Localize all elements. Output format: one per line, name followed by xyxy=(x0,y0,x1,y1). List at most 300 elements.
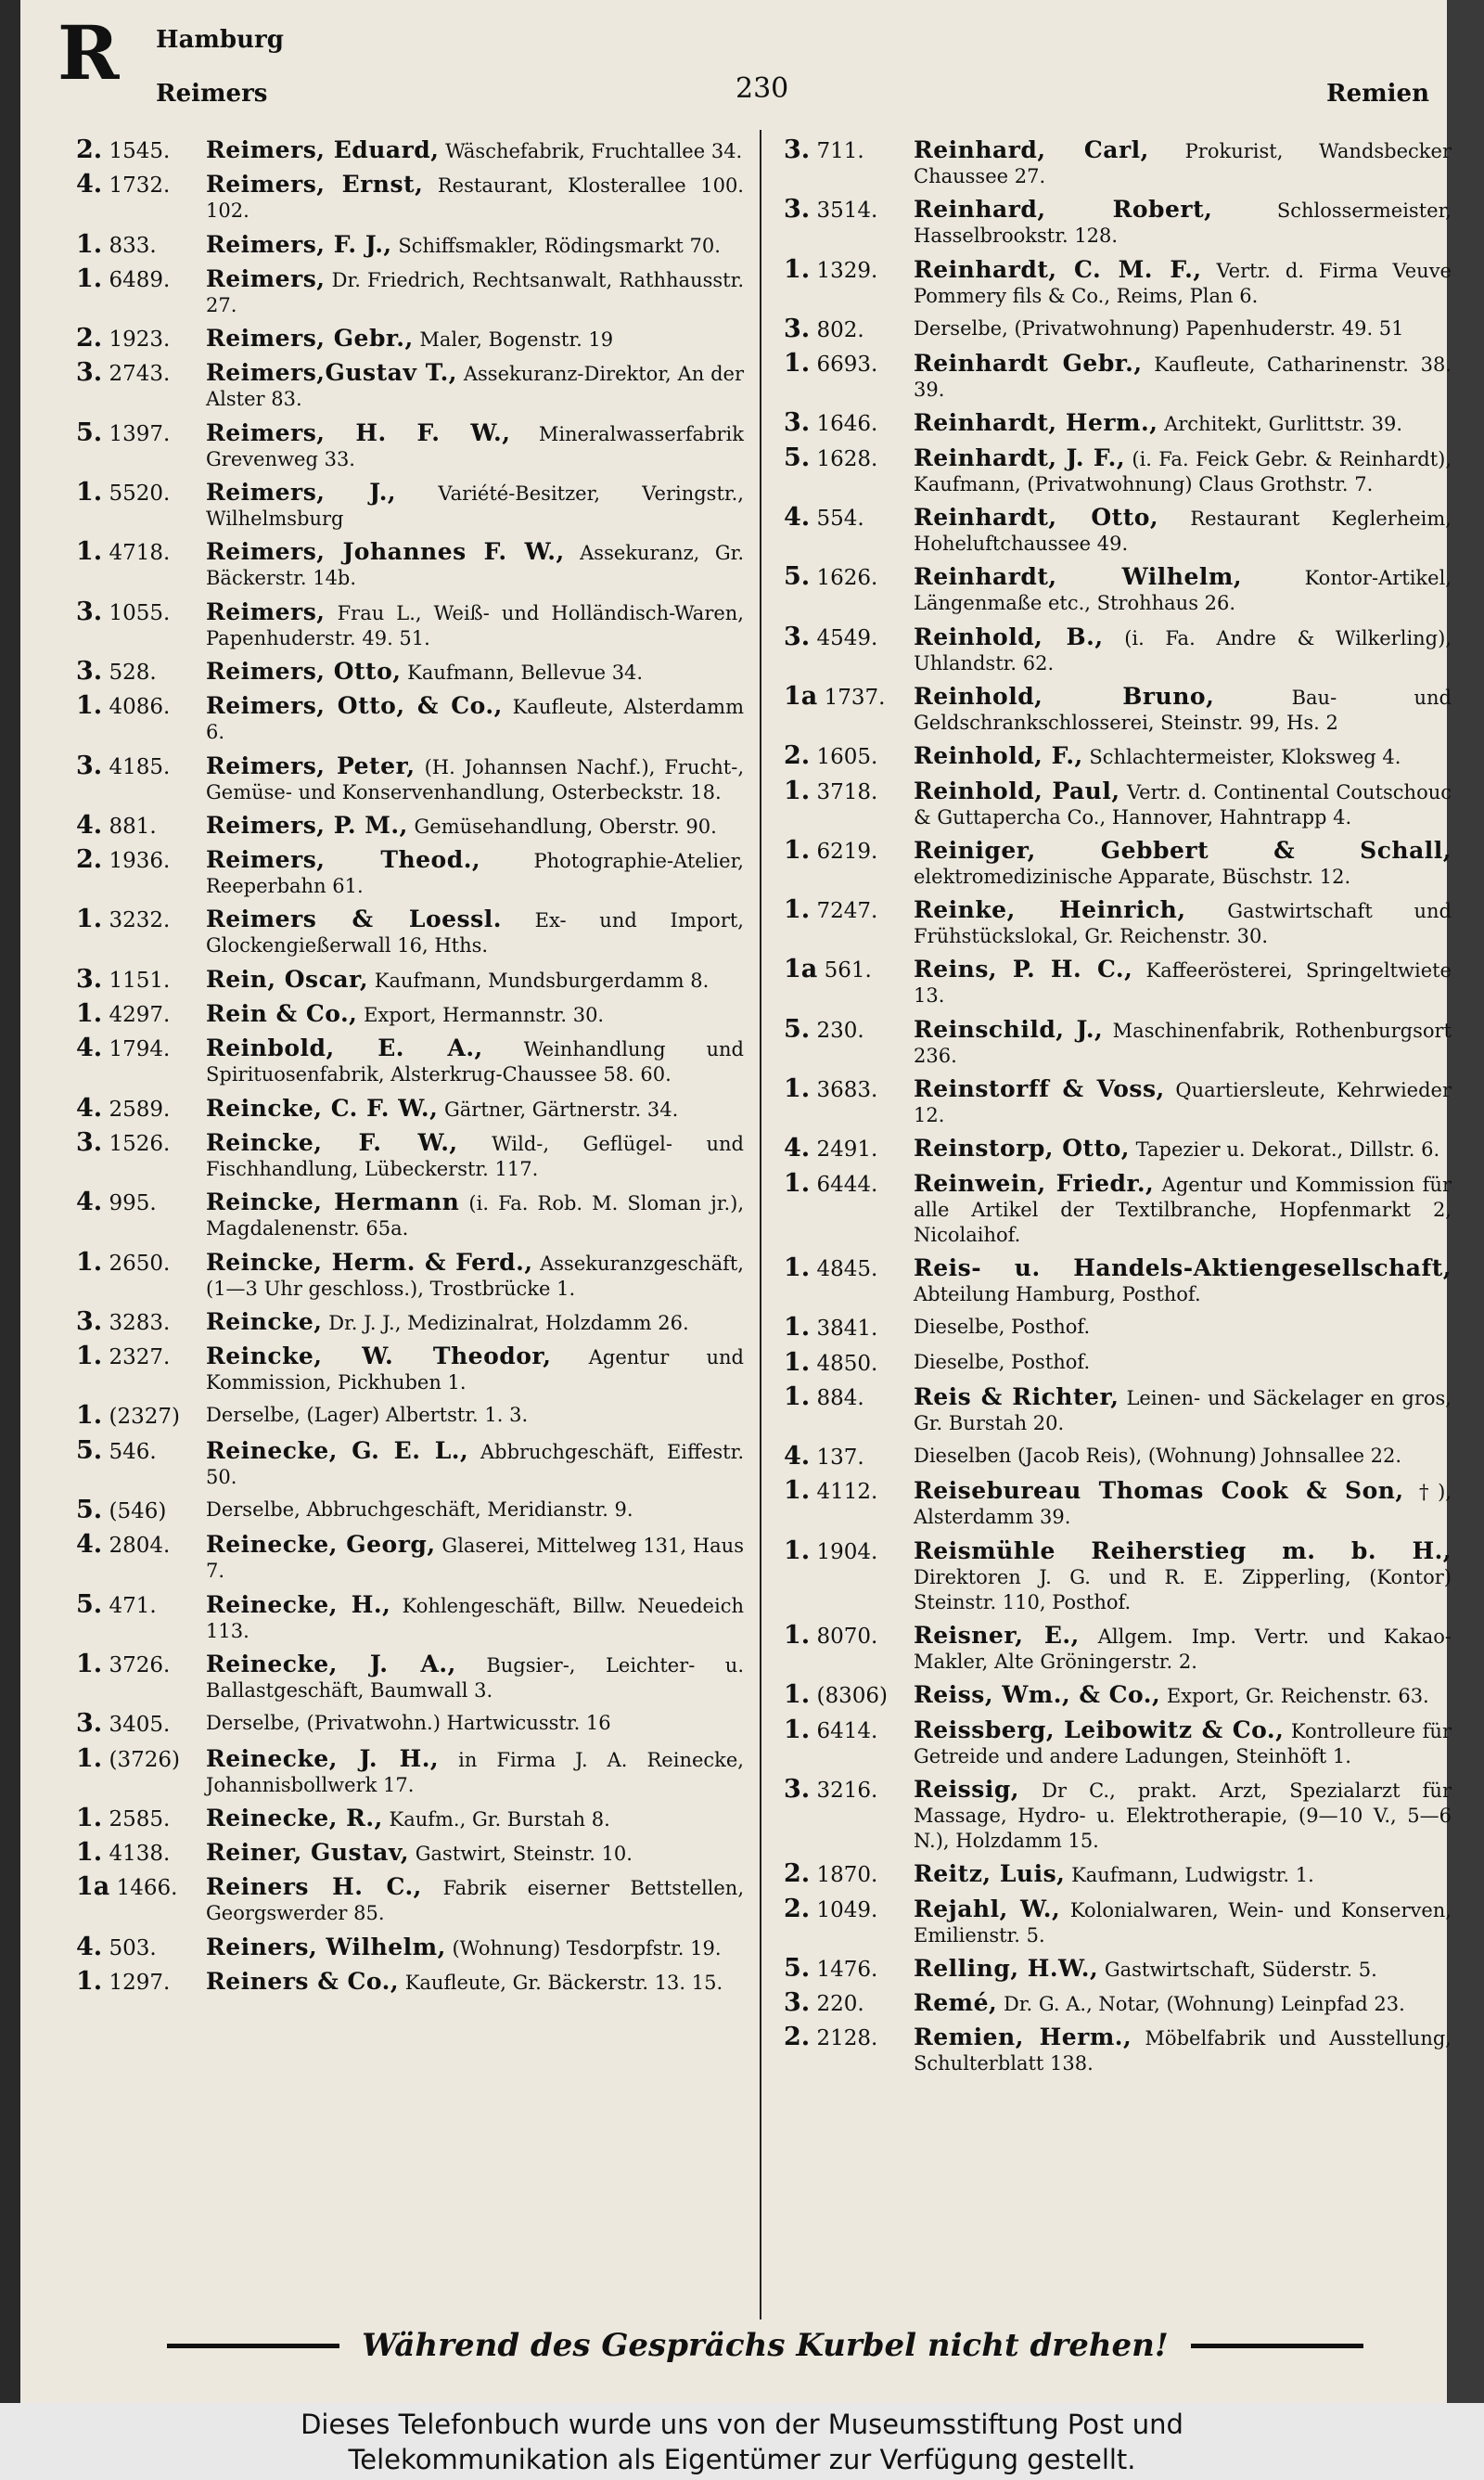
page-number: 230 xyxy=(736,72,789,105)
phone-number: 3216. xyxy=(816,1778,878,1803)
exchange-prefix: 5. xyxy=(784,562,811,592)
exchange-prefix: 1. xyxy=(784,1715,811,1744)
subscriber-detail: Export, Gr. Reichenstr. 63. xyxy=(1166,1685,1429,1708)
entry-text xyxy=(914,684,1452,736)
phone-number: 4845. xyxy=(816,1256,878,1281)
exchange-prefix: 3. xyxy=(76,1306,103,1336)
exchange-prefix: 5. xyxy=(76,1435,103,1465)
subscriber-detail: Bugsier-, Leichter- u. Ballastgeschäft, Baumwall 3. xyxy=(206,1653,744,1702)
entry-number-cell xyxy=(784,1255,914,1307)
exchange-prefix: 1. xyxy=(784,835,811,865)
entry-text xyxy=(206,232,744,259)
subscriber-detail: (i. Fa. Andre & Wilkerling), Uhlandstr. 62. xyxy=(914,626,1452,675)
entry-text xyxy=(914,1076,1452,1128)
subscriber-detail: elektromedizinische Apparate, Büschstr. 12. xyxy=(914,865,1351,888)
entry-text xyxy=(206,266,744,318)
entry-number-cell xyxy=(784,137,914,189)
subscriber-detail: Kaffeerösterei, Springeltwiete 13. xyxy=(914,959,1452,1008)
subscriber-detail: Derselbe, (Privatwohnung) Papenhuderstr. 49. 51 xyxy=(914,316,1404,340)
entry-text xyxy=(206,847,744,899)
subscriber-detail: Photographie-Atelier, Reeperbahn 61. xyxy=(206,850,744,898)
exchange-prefix: 1. xyxy=(784,1074,811,1104)
entry-text xyxy=(206,693,744,745)
phone-number: 802. xyxy=(816,317,864,342)
credit-line-1: Dieses Telefonbuch wurde uns von der Museumsstiftung Post und xyxy=(301,2409,1183,2440)
exchange-prefix: 1. xyxy=(76,478,103,508)
subscriber-detail: Frau L., Weiß- und Holländisch-Waren, Papenhuderstr. 49. 51. xyxy=(206,601,744,649)
exchange-prefix: 3. xyxy=(76,964,103,994)
phone-number: 1737. xyxy=(824,685,886,710)
entry-text xyxy=(206,480,744,532)
exchange-prefix: 2. xyxy=(784,1894,811,1923)
entry-text xyxy=(206,1130,744,1182)
exchange-prefix: 3. xyxy=(76,751,103,780)
listing-entry xyxy=(76,420,744,472)
entry-number-cell xyxy=(76,1435,206,1490)
listing-entry xyxy=(784,1774,1452,1854)
subscriber-detail: Agentur und Kommission, Pickhuben 1. xyxy=(206,1346,745,1394)
entry-text xyxy=(206,1001,744,1028)
phone-number: 1545. xyxy=(109,139,171,163)
entry-text xyxy=(914,445,1452,497)
entry-number-cell xyxy=(784,316,914,343)
entry-number-cell xyxy=(784,1623,914,1675)
exchange-prefix: 1a xyxy=(76,1872,110,1902)
phone-number: 2491. xyxy=(816,1137,878,1163)
listing-entry xyxy=(76,1589,744,1644)
entry-text xyxy=(206,1343,744,1395)
entry-number-cell xyxy=(76,360,206,412)
subscriber-detail: Kaufm., Gr. Burstah 8. xyxy=(389,1807,610,1831)
subscriber-detail: Assekuranz-Direktor, An der Alster 83. xyxy=(206,363,744,411)
listing-entry xyxy=(76,1651,744,1703)
entry-number-cell xyxy=(784,254,914,309)
phone-number: 1605. xyxy=(816,745,878,770)
exchange-prefix: 1. xyxy=(76,1401,103,1431)
exchange-prefix: 2. xyxy=(784,741,811,771)
entry-number-cell xyxy=(784,1774,914,1854)
listing-entry xyxy=(784,1896,1452,1948)
exchange-prefix: 3. xyxy=(76,1709,103,1739)
listing-entry xyxy=(784,564,1452,616)
exchange-prefix: 1. xyxy=(784,1253,811,1282)
entry-text xyxy=(914,410,1452,437)
listing-entry xyxy=(784,1381,1452,1436)
phone-number: 561. xyxy=(824,958,872,983)
entry-number-cell xyxy=(784,1014,914,1069)
phone-number: 6489. xyxy=(109,267,171,292)
entry-number-cell xyxy=(784,1381,914,1436)
entry-text xyxy=(206,906,744,958)
listing-entry xyxy=(76,1497,744,1524)
exchange-prefix: 1. xyxy=(76,537,103,567)
entry-text xyxy=(206,1250,744,1302)
entry-number-cell xyxy=(784,1478,914,1530)
entry-text xyxy=(206,360,744,412)
listing-entry xyxy=(76,906,744,958)
subscriber-detail: Agentur und Kommission für alle Artikel der Textilbranche, Hopfenmarkt 2, Nicolaihof. xyxy=(914,1173,1452,1246)
exchange-prefix: 3. xyxy=(784,1774,811,1804)
subscriber-name: Reis & Richter, xyxy=(914,1382,1119,1410)
phone-number: 4112. xyxy=(816,1480,878,1505)
entry-number-cell xyxy=(784,957,914,1009)
subscriber-detail: Restaurant Keglerheim, Hoheluftchaussee 49. xyxy=(914,508,1452,556)
entry-number-cell xyxy=(76,847,206,899)
subscriber-detail: Maler, Bogenstr. 19 xyxy=(419,328,614,352)
entry-number-cell xyxy=(76,1093,206,1123)
entry-number-cell xyxy=(76,1532,206,1584)
section-letter: R xyxy=(58,9,120,96)
entry-number-cell xyxy=(784,410,914,437)
entry-text xyxy=(206,137,744,164)
entry-number-cell xyxy=(784,1444,914,1471)
subscriber-name: Reinke, Heinrich, xyxy=(914,896,1186,924)
phone-number: 3514. xyxy=(816,199,878,224)
listing-entry xyxy=(784,137,1452,189)
listing-entry xyxy=(784,1255,1452,1307)
subscriber-name: Reinecke, J. H., xyxy=(206,1744,440,1772)
listing-entry xyxy=(784,897,1452,949)
subscriber-name: Reinhold, F., xyxy=(914,742,1083,770)
listing-entry xyxy=(76,360,744,412)
listing-entry xyxy=(76,229,744,259)
exchange-prefix: 1a xyxy=(784,681,818,711)
exchange-prefix: 3. xyxy=(76,358,103,388)
entry-text xyxy=(206,326,744,353)
exchange-prefix: 1. xyxy=(76,1247,103,1277)
listing-entry xyxy=(784,1478,1452,1530)
entry-number-cell xyxy=(784,624,914,676)
subscriber-detail: Wild-, Geflügel- und Fischhandlung, Lübeckerstr. 117. xyxy=(206,1132,744,1180)
entry-text xyxy=(206,1532,744,1584)
phone-number: 1732. xyxy=(109,173,171,199)
listing-entry xyxy=(76,1532,744,1584)
subscriber-name: Reincke, C. F. W., xyxy=(206,1094,439,1122)
credit-notice xyxy=(0,2403,1484,2480)
entry-number-cell xyxy=(784,743,914,770)
listing-entry xyxy=(784,1444,1452,1471)
listing-entry xyxy=(784,1136,1452,1163)
listing-entry xyxy=(76,539,744,591)
subscriber-detail: Direktoren J. G. und R. E. Zipperling, (Kontor) Steinstr. 110, Posthof. xyxy=(914,1565,1452,1613)
subscriber-name: Reinecke, H., xyxy=(206,1590,391,1618)
subscriber-name: Reimers, J., xyxy=(206,479,397,507)
subscriber-name: Reinhardt Gebr., xyxy=(914,350,1143,378)
subscriber-name: Reimers, Gebr., xyxy=(206,325,414,353)
phone-number: 8070. xyxy=(816,1625,878,1650)
entry-number-cell xyxy=(784,1168,914,1248)
entry-number-cell xyxy=(76,1001,206,1028)
subscriber-name: Reimers, Eduard, xyxy=(206,136,440,163)
listing-entry xyxy=(784,410,1452,437)
entry-text xyxy=(206,172,744,224)
entry-number-cell xyxy=(784,1315,914,1342)
phone-number: 4718. xyxy=(109,541,171,566)
listing-entry xyxy=(784,778,1452,830)
subscriber-name: Reimers & Loessl. xyxy=(206,906,502,933)
listing-entry xyxy=(784,1538,1452,1615)
phone-number: 220. xyxy=(816,1992,864,2017)
entry-number-cell xyxy=(76,1743,206,1798)
entry-text xyxy=(914,1017,1452,1069)
phone-number: 1936. xyxy=(109,849,171,874)
exchange-prefix: 1. xyxy=(784,1313,811,1343)
subscriber-name: Reinstorp, Otto, xyxy=(914,1135,1130,1163)
listing-entry xyxy=(76,1874,744,1926)
entry-text xyxy=(914,1538,1452,1615)
entry-text xyxy=(206,813,744,840)
entry-text xyxy=(914,1990,1452,2017)
exchange-prefix: 2. xyxy=(76,845,103,875)
phone-number: 4086. xyxy=(109,695,171,720)
subscriber-detail: Mineralwasserfabrik Grevenweg 33. xyxy=(206,422,744,470)
listing-entry xyxy=(76,1966,744,1996)
subscriber-detail: Prokurist, Wandsbecker Chaussee 27. xyxy=(914,140,1452,187)
phone-number: 2804. xyxy=(109,1534,171,1559)
entry-number-cell xyxy=(76,1127,206,1182)
phone-number: 1904. xyxy=(816,1539,878,1564)
listing-entry xyxy=(784,1168,1452,1248)
subscriber-detail: Dr. Friedrich, Rechtsanwalt, Rathhausstr. 27. xyxy=(206,268,744,316)
phone-number: 503. xyxy=(109,1935,157,1960)
listing-entry xyxy=(784,351,1452,403)
phone-number: 711. xyxy=(816,139,864,163)
entry-number-cell xyxy=(784,1136,914,1163)
phone-number: 3405. xyxy=(109,1713,171,1738)
entry-text xyxy=(206,1874,744,1926)
entry-number-cell xyxy=(76,1651,206,1703)
listing-entry xyxy=(784,1347,1452,1377)
entry-number-cell xyxy=(76,1805,206,1832)
subscriber-detail: Ex- und Import, Glockengießerwall 16, Hths. xyxy=(206,909,744,957)
exchange-prefix: 4. xyxy=(76,1093,103,1123)
exchange-prefix: 1. xyxy=(784,895,811,925)
subscriber-name: Reisebureau Thomas Cook & Son, xyxy=(914,1477,1404,1505)
listing-entry xyxy=(76,1743,744,1798)
exchange-prefix: 4. xyxy=(76,1034,103,1063)
phone-number: 2589. xyxy=(109,1097,171,1122)
page-left-edge xyxy=(0,0,20,2403)
phone-number: 528. xyxy=(109,660,157,685)
entry-number-cell xyxy=(76,599,206,651)
phone-number: 546. xyxy=(109,1439,157,1464)
subscriber-name: Reimers, xyxy=(206,598,326,625)
subscriber-name: Reinhardt, Wilhelm, xyxy=(914,563,1243,591)
phone-number: (2327) xyxy=(109,1405,180,1430)
entry-text xyxy=(914,1444,1452,1471)
exchange-prefix: 1. xyxy=(76,1649,103,1678)
phone-number: 6219. xyxy=(816,839,878,864)
entry-number-cell xyxy=(76,1966,206,1996)
entry-number-cell xyxy=(76,1403,206,1430)
subscriber-detail: Schiffsmakler, Rödingsmarkt 70. xyxy=(398,234,721,257)
phone-number: 137. xyxy=(816,1446,864,1471)
listing-entry xyxy=(76,1840,744,1867)
phone-number: 4850. xyxy=(816,1351,878,1376)
subscriber-detail: Kolonialwaren, Wein- und Konserven, Emilienstr. 5. xyxy=(914,1898,1452,1947)
listing-entry xyxy=(784,1990,1452,2017)
subscriber-name: Reinstorff & Voss, xyxy=(914,1075,1165,1103)
exchange-prefix: 1. xyxy=(784,349,811,379)
entry-text xyxy=(206,1189,744,1241)
listing-entry xyxy=(784,1953,1452,1983)
subscriber-name: Reimers, Otto, xyxy=(206,657,402,685)
entry-number-cell xyxy=(784,564,914,616)
entry-text xyxy=(914,743,1452,770)
listing-entry xyxy=(76,1934,744,1961)
entry-text xyxy=(914,1682,1452,1709)
subscriber-detail: Leinen- und Säckelager en gros, Gr. Burstah 20. xyxy=(914,1386,1452,1434)
entry-text xyxy=(914,778,1452,830)
phone-number: 833. xyxy=(109,233,157,258)
subscriber-detail: (Wohnung) Tesdorpfstr. 19. xyxy=(452,1936,722,1960)
exchange-prefix: 1. xyxy=(784,254,811,284)
subscriber-name: Reimers, xyxy=(206,264,326,292)
listing-entry xyxy=(784,197,1452,249)
exchange-prefix: 5. xyxy=(784,1953,811,1983)
listing-entry xyxy=(784,1717,1452,1769)
phone-number: 1466. xyxy=(116,1876,178,1901)
listing-entry xyxy=(76,847,744,899)
exchange-prefix: 1. xyxy=(784,1168,811,1198)
subscriber-name: Reinhard, Carl, xyxy=(914,136,1149,163)
column-divider xyxy=(760,130,761,2319)
subscriber-name: Reiners & Co., xyxy=(206,1967,400,1995)
entry-number-cell xyxy=(784,778,914,830)
phone-number: 5520. xyxy=(109,482,171,507)
exchange-prefix: 1a xyxy=(784,955,818,984)
subscriber-name: Reinecke, G. E. L., xyxy=(206,1436,469,1464)
subscriber-detail: Kontrolleure für Getreide und andere Ladungen, Steinhöft 1. xyxy=(914,1719,1452,1767)
listing-entry xyxy=(784,624,1452,676)
subscriber-detail: †), Alsterdamm 39. xyxy=(914,1481,1452,1529)
listing-entry xyxy=(76,172,744,224)
subscriber-detail: Vertr. d. Firma Veuve Pommery fils & Co., Reims, Plan 6. xyxy=(914,259,1452,307)
subscriber-detail: in Firma J. A. Reinecke, Johannisbollwerk 17. xyxy=(206,1748,744,1796)
entry-text xyxy=(914,257,1452,309)
phone-number: 2327. xyxy=(109,1345,171,1370)
entry-number-cell xyxy=(784,1990,914,2017)
entry-text xyxy=(914,316,1452,343)
subscriber-name: Reins, P. H. C., xyxy=(914,956,1133,983)
phone-number: 230. xyxy=(816,1018,864,1043)
subscriber-detail: Abbruchgeschäft, Eiffestr. 50. xyxy=(206,1440,744,1488)
subscriber-detail: Restaurant, Klosterallee 100. 102. xyxy=(206,174,744,223)
listing-entry xyxy=(76,1247,744,1302)
entry-text xyxy=(914,505,1452,557)
phone-number: 4185. xyxy=(109,754,171,779)
phone-number: 4297. xyxy=(109,1003,171,1028)
subscriber-name: Reinhold, B., xyxy=(914,623,1104,650)
listing-entry xyxy=(76,1035,744,1087)
entry-text xyxy=(206,599,744,651)
phone-number: 2743. xyxy=(109,362,171,387)
phone-number: 1055. xyxy=(109,600,171,625)
subscriber-detail: Dieselbe, Posthof. xyxy=(914,1316,1091,1339)
exchange-prefix: 2. xyxy=(784,1859,811,1889)
listing-entry xyxy=(76,1189,744,1241)
listing-entry xyxy=(76,1093,744,1123)
subscriber-name: Reimers, F. J., xyxy=(206,230,392,258)
listing-entry xyxy=(76,1711,744,1738)
phone-number: 554. xyxy=(816,507,864,532)
phone-number: (546) xyxy=(109,1499,167,1524)
listing-entry xyxy=(784,445,1452,497)
phone-number: 4138. xyxy=(109,1842,171,1867)
subscriber-detail: Allgem. Imp. Vertr. und Kakao-Makler, Alte Gröningerstr. 2. xyxy=(914,1625,1452,1674)
subscriber-name: Reincke, xyxy=(206,1307,323,1335)
entry-number-cell xyxy=(784,1896,914,1948)
subscriber-detail: Quartiersleute, Kehrwieder 12. xyxy=(914,1079,1452,1127)
exchange-prefix: 1. xyxy=(76,1342,103,1371)
phone-number: 3283. xyxy=(109,1310,171,1335)
entry-text xyxy=(914,2024,1452,2076)
subscriber-name: Reisner, E., xyxy=(914,1622,1080,1650)
exchange-prefix: 1. xyxy=(76,1966,103,1996)
subscriber-detail: Schlossermeister, Hasselbrookstr. 128. xyxy=(914,199,1452,248)
entry-text xyxy=(206,1651,744,1703)
subscriber-name: Reincke, Herm. & Ferd., xyxy=(206,1248,533,1276)
phone-number: 881. xyxy=(109,814,157,839)
entry-text xyxy=(206,1096,744,1123)
listing-entry xyxy=(76,1306,744,1336)
listing-entry xyxy=(784,681,1452,736)
listing-entry xyxy=(76,1435,744,1490)
entry-text xyxy=(206,1035,744,1087)
subscriber-detail: Dieselbe, Posthof. xyxy=(914,1350,1091,1373)
exchange-prefix: 2. xyxy=(784,2023,811,2052)
phone-number: 6414. xyxy=(816,1718,878,1743)
banner-rule-right xyxy=(1191,2344,1363,2348)
subscriber-name: Reissig, xyxy=(914,1775,1020,1803)
entry-number-cell xyxy=(76,263,206,318)
phone-number: 1646. xyxy=(816,412,878,437)
subscriber-name: Reiners, Wilhelm, xyxy=(206,1933,446,1960)
subscriber-detail: Tapezier u. Dekorat., Dillstr. 6. xyxy=(1135,1138,1440,1162)
credit-line-2: Telekommunikation als Eigentümer zur Verfügung gestellt. xyxy=(348,2444,1136,2475)
subscriber-name: Reimers, Otto, & Co., xyxy=(206,692,503,720)
entry-number-cell xyxy=(784,897,914,949)
listing-entry xyxy=(784,254,1452,309)
banner-rule-left xyxy=(167,2344,339,2348)
phone-number: 1628. xyxy=(816,446,878,471)
entry-number-cell xyxy=(76,964,206,994)
subscriber-detail: Architekt, Gurlittstr. 39. xyxy=(1164,413,1403,436)
subscriber-name: Rejahl, W., xyxy=(914,1895,1061,1922)
subscriber-name: Reiners H. C., xyxy=(206,1873,422,1901)
exchange-prefix: 1. xyxy=(784,1621,811,1651)
subscriber-name: Reinhold, Paul, xyxy=(914,777,1120,804)
subscriber-name: Reinhard, Robert, xyxy=(914,196,1213,224)
listing-entry xyxy=(784,957,1452,1009)
exchange-prefix: 3. xyxy=(784,408,811,438)
entry-text xyxy=(914,1777,1452,1854)
subscriber-detail: Kaufmann, Ludwigstr. 1. xyxy=(1071,1864,1314,1887)
listing-entry xyxy=(76,656,744,686)
phone-number: 471. xyxy=(109,1593,157,1618)
exchange-prefix: 3. xyxy=(784,135,811,164)
entry-text xyxy=(914,1171,1452,1248)
phone-number: 1626. xyxy=(816,566,878,591)
phone-number: 1923. xyxy=(109,328,171,353)
entry-text xyxy=(206,1805,744,1832)
subscriber-detail: Dr. G. A., Notar, (Wohnung) Leinpfad 23. xyxy=(1003,1993,1405,2016)
entry-text xyxy=(914,351,1452,403)
entry-number-cell xyxy=(76,1343,206,1395)
phone-number: 1526. xyxy=(109,1131,171,1156)
entry-number-cell xyxy=(784,1682,914,1709)
header-first-name: Reimers xyxy=(156,80,268,108)
